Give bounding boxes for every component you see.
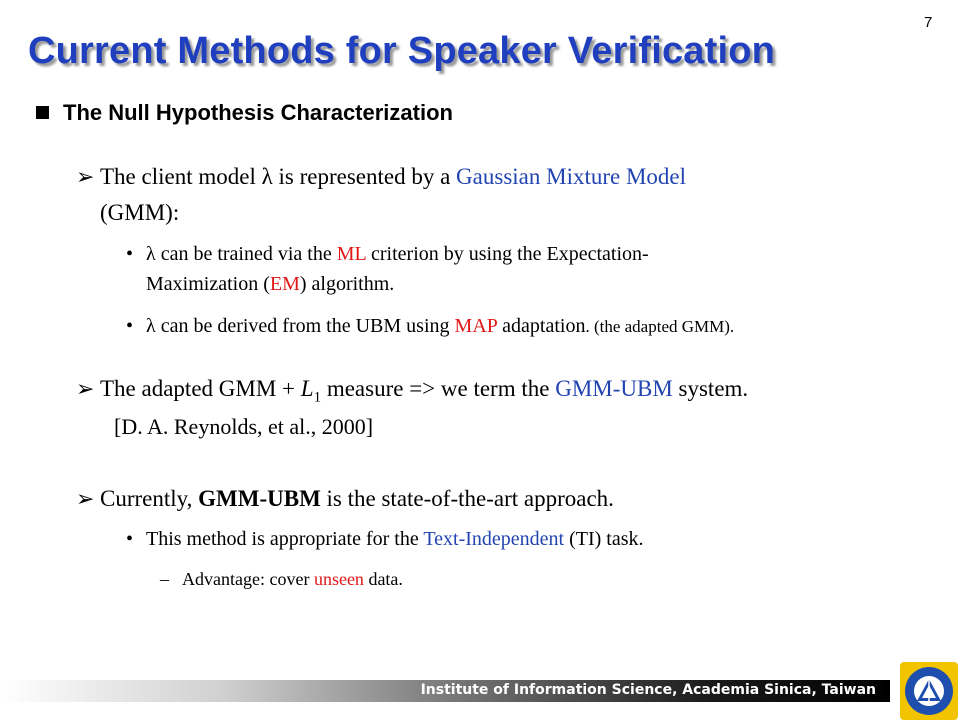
bullet-client-model xyxy=(76,162,686,192)
bullet-text: is represented by a xyxy=(272,164,457,189)
lambda-symbol: λ xyxy=(261,164,273,189)
term-text-independent: Text-Independent xyxy=(423,528,565,550)
term-em: EM xyxy=(269,273,300,295)
term-gmm: Gaussian Mixture Model xyxy=(456,164,687,189)
lambda-symbol: λ xyxy=(146,315,156,337)
page-number: 7 xyxy=(924,14,933,31)
bullet-adapted-gmm xyxy=(76,374,748,413)
citation: [D. A. Reynolds, et al., 2000] xyxy=(114,414,374,439)
bullet-text: The client model xyxy=(100,164,262,189)
dot-bullet-icon: • xyxy=(126,315,134,337)
institute-logo-icon xyxy=(900,662,958,720)
bullet-state-of-art xyxy=(76,484,614,514)
square-bullet-icon xyxy=(36,106,49,119)
term-gmm-ubm: GMM-UBM xyxy=(555,376,673,401)
bullet-text: system. xyxy=(672,376,749,401)
advantage-item xyxy=(160,566,403,592)
bullet-client-model-cont: (GMM): xyxy=(100,200,180,225)
sub-bullet-note: . (the adapted GMM). xyxy=(585,317,735,336)
term-map: MAP xyxy=(454,315,498,337)
l-symbol: L xyxy=(300,376,314,401)
advantage-text: data. xyxy=(363,569,403,589)
dot-bullet-icon: • xyxy=(126,243,134,265)
sub-bullet-map xyxy=(126,312,734,341)
sub-bullet-text: criterion by using the Expectation- xyxy=(366,243,649,265)
lambda-symbol: λ xyxy=(146,243,156,265)
logo-emblem-icon xyxy=(912,674,946,708)
sub-bullet-ml xyxy=(126,240,649,268)
arrow-bullet-icon: ➢ xyxy=(76,486,95,511)
sub-bullet-text: adaptation xyxy=(497,315,586,337)
section-heading-text: The Null Hypothesis Characterization xyxy=(63,100,453,125)
bullet-text: The adapted GMM + xyxy=(100,376,301,401)
term-unseen: unseen xyxy=(313,569,364,589)
l-subscript: 1 xyxy=(313,389,322,406)
sub-bullet-text: (TI) task. xyxy=(564,528,644,550)
sub-bullet-text: ) algorithm. xyxy=(299,273,395,295)
advantage-text: Advantage: cover xyxy=(182,569,314,589)
slide-title: Current Methods for Speaker Verification xyxy=(28,30,776,72)
sub-bullet-text: can be trained via the xyxy=(155,243,337,265)
term-gmm-ubm-bold: GMM-UBM xyxy=(198,486,321,511)
sub-bullet-ti xyxy=(126,525,644,553)
sub-bullet-text: can be derived from the UBM using xyxy=(155,315,455,337)
term-ml: ML xyxy=(336,243,366,265)
dash-bullet: – xyxy=(160,569,169,589)
footer-bar xyxy=(0,680,890,702)
arrow-bullet-icon: ➢ xyxy=(76,164,95,189)
bullet-text: measure => we term the xyxy=(321,376,556,401)
section-heading xyxy=(36,100,453,126)
arrow-bullet-icon: ➢ xyxy=(76,376,95,401)
sub-bullet-ml-cont xyxy=(146,270,394,298)
footer-institute-text: Institute of Information Science, Academia Sinica, Taiwan xyxy=(420,682,876,698)
sub-bullet-text: Maximization ( xyxy=(146,273,270,295)
sub-bullet-text: This method is appropriate for the xyxy=(146,528,424,550)
bullet-text: is the state-of-the-art approach. xyxy=(320,486,614,511)
dot-bullet-icon: • xyxy=(126,528,134,550)
bullet-text: Currently, xyxy=(100,486,199,511)
